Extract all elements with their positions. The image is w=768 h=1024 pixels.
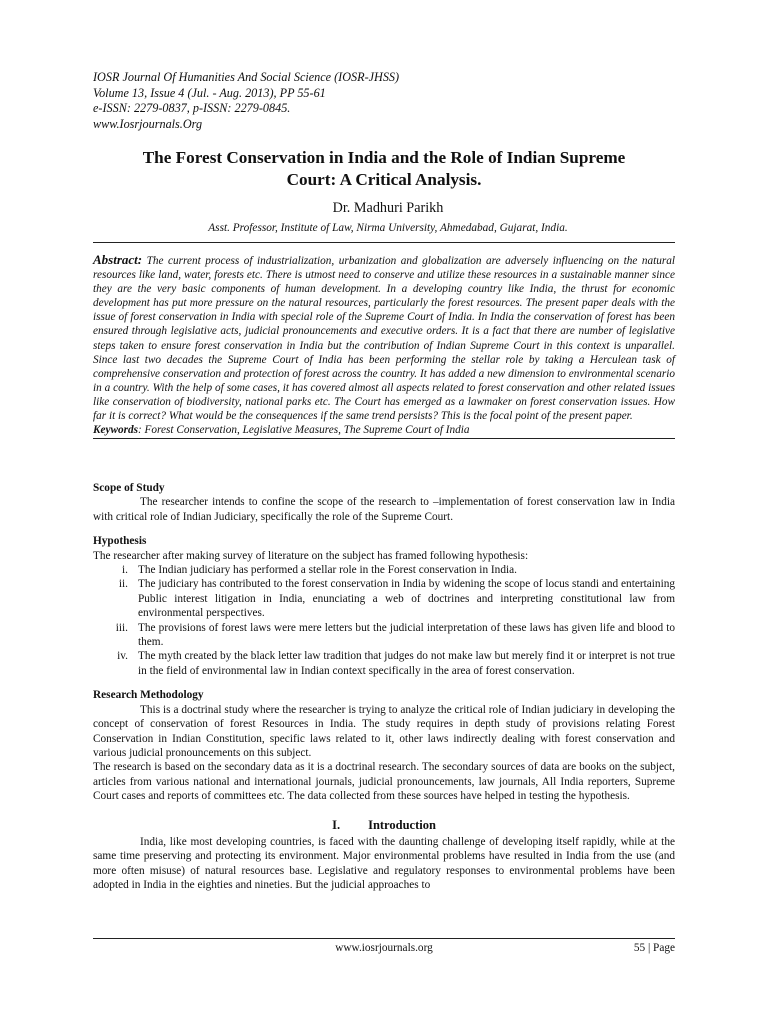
- footer-divider: [93, 938, 675, 939]
- introduction-paragraph: India, like most developing countries, is faced with the daunting challenge of developing itself rapidly, while at the same time preserving and protecting its environment. Major environmental problems have resulted in India from the use (and more often misuse) of natural resources base. Legislative and regulatory responses to environmental problems have been adopted in India in the eighties and nineties. But the judicial approaches to: [93, 835, 675, 892]
- hypothesis-item: [93, 577, 675, 620]
- keywords-text: : Forest Conservation, Legislative Measures, The Supreme Court of India: [138, 424, 470, 437]
- footer-page-number: 55 | Page: [633, 942, 675, 954]
- introduction-number: I.: [332, 817, 341, 832]
- hypothesis-item-text: The provisions of forest laws were mere letters but the judicial interpretation of these laws has given life and blood to them.: [138, 621, 675, 649]
- journal-header: [93, 70, 683, 132]
- hypothesis-item-text: The Indian judiciary has performed a stellar role in the Forest conservation in India.: [138, 564, 517, 577]
- hypothesis-item-number: iii.: [115, 621, 128, 634]
- hypothesis-item: [93, 563, 675, 577]
- abstract-paragraph: [93, 253, 675, 423]
- paper-title-line-2: Court: A Critical Analysis.: [286, 169, 482, 189]
- hypothesis-heading: Hypothesis: [93, 535, 147, 548]
- introduction-heading: [93, 814, 675, 835]
- abstract-text: The current process of industrialization, urbanization and globalization are adversely influencing on the natural resources like land, water, forests etc. There is utmost need to conserve and utilize these resources in a sustainable manner since they are the very basic components of human development. In a developing country like India, the thrust for economic development has put more pressure on the natural resources, particularly the forest resources. The present paper deals with the issue of forest conservation in India with special role of the Supreme Court of India. In India the conservation of forest has been ensured through legislative acts, judicial pronouncements and executive orders. It is a fact that there are number of legislative steps taken to ensure forest conservation in India but the contribution of Indian Supreme Court in this context is unparallel. Since last two decades the Supreme Court of India has been performing the stellar role by taking a Herculean task of comprehensive conservation and protection of forest across the country. It has added a new dimension to environmental scenario in a country. With the help of some cases, it has covered almost all aspects related to forest conservation and other related issues like conservation of biodiversity, national parks etc. The Court has emerged as a lawmaker on forest conservation issues. How far it is correct? What would be the consequences if the same trend persists? This is the focal point of the present paper.: [93, 255, 675, 423]
- hypothesis-item: [93, 649, 675, 678]
- scope-paragraph: The researcher intends to confine the scope of the research to –implementation of forest conservation law in India with critical role of Indian Judiciary, specifically the role of the Supreme Court.: [93, 496, 675, 523]
- hypothesis-item-text: The myth created by the black letter law tradition that judges do not make law but merely find it or interpret is not true in the field of environmental law in Indian context specifically in the area of forest conservation.: [138, 650, 675, 677]
- hypothesis-item-text: The judiciary has contributed to the forest conservation in India by widening the scope of locus standi and entertaining Public interest litigation in India, enunciating a web of doctrines and interpreting constitutional law from environmental perspectives.: [138, 578, 675, 620]
- hypothesis-item-number: i.: [122, 564, 128, 577]
- author-affiliation: Asst. Professor, Institute of Law, Nirma University, Ahmedabad, Gujarat, India.: [208, 222, 568, 234]
- abstract-block: [93, 242, 675, 439]
- footer-url: www.iosrjournals.org: [335, 942, 433, 954]
- author-name: Dr. Madhuri Parikh: [332, 200, 444, 216]
- body-content: [93, 481, 675, 893]
- hypothesis-item: [93, 621, 675, 650]
- journal-name: IOSR Journal Of Humanities And Social Science (IOSR-JHSS): [93, 70, 400, 84]
- paper-title-line-1: The Forest Conservation in India and the Role of Indian Supreme: [142, 148, 626, 167]
- methodology-paragraph-2: The research is based on the secondary data as it is a doctrinal research. The secondary sources of data are books on the subject, articles from various national and international journals, judicial pronouncements, law journals, All India reporters, Supreme Court cases and reports of committees etc. The data collected from these sources have helped in testing the hypothesis.: [93, 761, 675, 803]
- volume-issue: Volume 13, Issue 4 (Jul. - Aug. 2013), PP 55-61: [93, 85, 326, 100]
- hypothesis-item-number: iv.: [117, 650, 128, 663]
- introduction-title: Introduction: [368, 817, 436, 832]
- scope-heading: Scope of Study: [93, 482, 165, 494]
- journal-website: www.Iosrjournals.Org: [93, 116, 203, 131]
- issn: e-ISSN: 2279-0837, p-ISSN: 2279-0845.: [93, 101, 291, 115]
- hypothesis-item-number: ii.: [118, 578, 128, 591]
- keywords-line: [93, 423, 675, 437]
- paper-title: [80, 147, 688, 190]
- hypothesis-intro: The researcher after making survey of literature on the subject has framed following hypothesis:: [93, 549, 529, 562]
- methodology-paragraph-1: This is a doctrinal study where the researcher is trying to analyze the critical role of Indian judiciary in developing the concept of conservation of forest Resources in India. The study requires in depth study of provisions relating Forest Conservation in Indian Constitution, specific laws related to it, other laws indirectly dealing with forest conservation and various judicial pronouncements on this subject.: [93, 703, 675, 759]
- keywords-heading: Keywords: [93, 424, 138, 437]
- methodology-heading: Research Methodology: [93, 689, 204, 702]
- hypothesis-list: [93, 563, 675, 678]
- abstract-heading: Abstract:: [93, 252, 143, 267]
